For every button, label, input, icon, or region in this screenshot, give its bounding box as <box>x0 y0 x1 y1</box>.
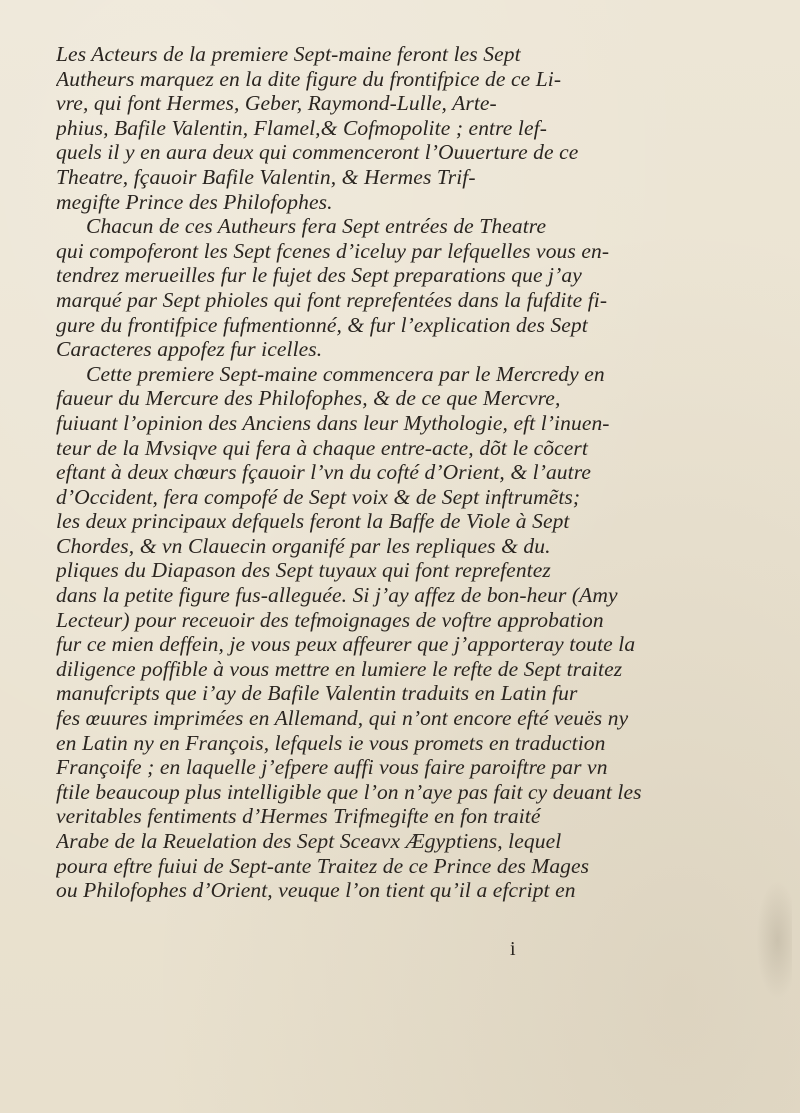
text-line: vre, qui font Hermes, Geber, Raymond-Lulle, Arte- <box>56 91 497 116</box>
text-line: qui compoferont les Sept fcenes d’iceluy par lefquelles vous en- <box>56 238 610 263</box>
text-line: tendrez merueilles fur le fujet des Sept preparations que j’ay <box>56 263 582 288</box>
text-line: quels il y en aura deux qui commenceront l’Ouuerture de ce <box>56 140 579 165</box>
text-line: marqué par Sept phioles qui font reprefentées dans la fufdite fi- <box>56 287 608 312</box>
text-line: d’Occident, fera compofé de Sept voix & de Sept inftrumẽts; <box>56 484 581 509</box>
text-line: poura eftre fuiui de Sept-ante Traitez de ce Prince des Mages <box>56 853 590 878</box>
text-line: eftant à deux chœurs fçauoir l’vn du cofté d’Orient, & l’autre <box>56 460 592 485</box>
text-line: Chordes, & vn Clauecin organifé par les repliques & du. <box>56 533 551 558</box>
text-line: fuiuant l’opinion des Anciens dans leur Mythologie, eft l’inuen- <box>56 410 610 435</box>
text-line: ftile beaucoup plus intelligible que l’on n’aye pas fait cy deuant les <box>56 779 642 804</box>
text-line: fur ce mien deffein, je vous peux affeurer que j’apporteray toute la <box>56 632 636 657</box>
body-text <box>56 42 746 903</box>
text-line: dans la petite figure fus-alleguée. Si j’ay affez de bon-heur (Amy <box>56 583 618 608</box>
text-line: Françoife ; en laquelle j’efpere auffi vous faire paroiftre par vn <box>56 755 608 780</box>
text-line: phius, Bafile Valentin, Flamel,& Cofmopolite ; entre lef- <box>56 115 547 140</box>
text-line: faueur du Mercure des Philofophes, & de ce que Mercvre, <box>56 386 561 411</box>
text-line: Caracteres appofez fur icelles. <box>56 337 323 362</box>
text-line: manufcripts que i’ay de Bafile Valentin traduits en Latin fur <box>56 681 578 706</box>
text-line: Lecteur) pour receuoir des tefmoignages de voftre approbation <box>56 607 604 632</box>
text-line: teur de la Mvsiqve qui fera à chaque entre-acte, dõt le cõcert <box>56 435 588 460</box>
text-line: Arabe de la Reuelation des Sept Sceavx Ægyptiens, lequel <box>56 829 562 853</box>
text-line: Theatre, fçauoir Bafile Valentin, & Hermes Trif- <box>56 164 476 189</box>
text-line: pliques du Diapason des Sept tuyaux qui font reprefentez <box>56 558 551 583</box>
text-line: Autheurs marquez en la dite figure du frontifpice de ce Li- <box>56 66 562 91</box>
text-line: Les Acteurs de la premiere Sept-maine feront les Sept <box>56 42 521 66</box>
paragraph-start-line: Cette premiere Sept-maine commencera par le Mercredy en <box>86 361 605 386</box>
text-line: fes œuures imprimées en Allemand, qui n’ont encore efté veuës ny <box>56 706 629 731</box>
paper-stain <box>756 880 792 1000</box>
text-line: veritables fentiments d’Hermes Trifmegifte en fon traité <box>56 804 541 829</box>
text-line: diligence poffible à vous mettre en lumiere le refte de Sept traitez <box>56 656 623 681</box>
text-line: megifte Prince des Philofophes. <box>56 189 333 214</box>
text-line: ou Philofophes d’Orient, veuque l’on tient qu’il a efcript en <box>56 878 576 903</box>
text-line: gure du frontifpice fufmentionné, & fur l’explication des Sept <box>56 312 588 337</box>
catchword: i <box>510 938 516 960</box>
paragraph-start-line: Chacun de ces Autheurs fera Sept entrées de Theatre <box>86 214 547 239</box>
text-line: les deux principaux defquels feront la Baffe de Viole à Sept <box>56 509 570 534</box>
text-line: en Latin ny en François, lefquels ie vous promets en traduction <box>56 730 606 755</box>
